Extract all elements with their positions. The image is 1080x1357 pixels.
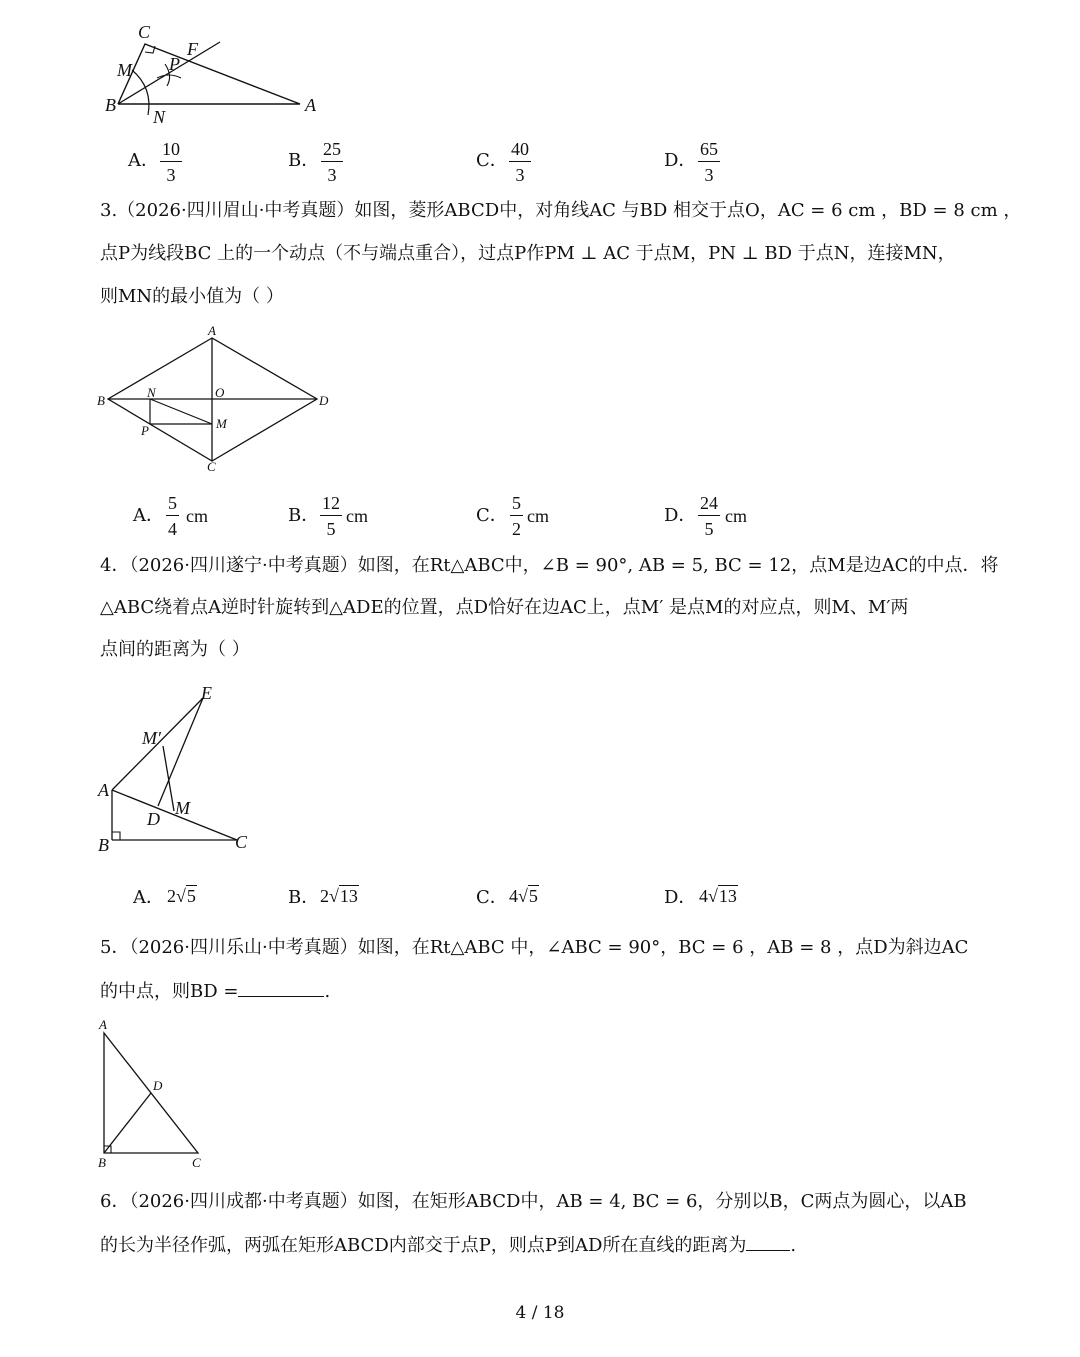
radical-coefficient: 2 <box>320 886 329 906</box>
q3-option-d-unit: cm <box>725 506 747 526</box>
radical-sign-icon: √ <box>708 886 718 906</box>
fraction-denominator: 5 <box>326 519 336 539</box>
fraction-denominator: 3 <box>327 165 337 185</box>
fraction-numerator: 5 <box>166 494 179 516</box>
fraction-numerator: 40 <box>509 140 531 162</box>
q6-line-2 <box>100 1236 796 1255</box>
q2-label-M: M <box>117 60 132 80</box>
q6-line-2-suffix: . <box>790 1235 797 1256</box>
q2-label-C: C <box>138 22 151 42</box>
q3-label-D: D <box>319 393 329 408</box>
q2-option-c-letter: C． <box>476 150 508 171</box>
q5-line-2-suffix: . <box>324 981 331 1002</box>
radicand: 13 <box>718 886 737 906</box>
q3-option-a-frac <box>166 494 179 538</box>
q4-label-M: M <box>175 798 190 818</box>
q2-option-a-frac <box>160 140 182 184</box>
q4-option-b-letter: B． <box>288 887 320 908</box>
radical-sign-icon: √ <box>518 886 528 906</box>
q5-line-2-prefix: 的中点，则BD = <box>100 981 239 1002</box>
q4-rotation-svg <box>95 680 265 855</box>
q4-option-d-value <box>699 886 738 907</box>
q4-line-3: 点间的距离为（ ） <box>100 639 250 660</box>
fraction-denominator: 5 <box>704 519 714 539</box>
q2-label-A: A <box>305 95 316 115</box>
q5-line-2 <box>100 982 330 1001</box>
q4-label-M-prime: M′ <box>142 728 161 748</box>
q5-label-D: D <box>153 1078 163 1093</box>
q3-option-d-frac <box>698 494 720 538</box>
page-number: 4 / 18 <box>515 1303 565 1323</box>
q2-figure <box>95 20 335 130</box>
fraction-denominator: 3 <box>166 165 176 185</box>
q4-line-1: 4．（2026·四川遂宁·中考真题）如图，在Rt△ABC中，∠B = 90°, AB = 5, BC = 12，点M是边AC的中点．将 <box>100 555 999 576</box>
fraction-numerator: 5 <box>510 494 523 516</box>
q3-label-P: P <box>141 423 149 438</box>
q2-option-a-letter: A． <box>128 150 159 171</box>
radicand: 5 <box>528 886 538 906</box>
q3-option-c-unit: cm <box>527 506 549 526</box>
radicand: 13 <box>339 886 358 906</box>
q5-figure <box>95 1015 215 1175</box>
q3-option-b-frac <box>320 494 342 538</box>
q3-line-3: 则MN的最小值为（ ） <box>100 286 284 307</box>
q3-label-A: A <box>208 323 216 338</box>
q3-label-M: M <box>216 416 227 431</box>
radical-coefficient: 4 <box>509 886 518 906</box>
q3-option-a-unit: cm <box>186 506 208 526</box>
q3-label-O: O <box>215 385 225 400</box>
q2-option-b-letter: B． <box>288 150 320 171</box>
q4-option-a-letter: A． <box>133 887 164 908</box>
q3-line-1: 3.（2026·四川眉山·中考真题）如图，菱形ABCD中，对角线AC 与BD 相交于点O，AC = 6 cm ，BD = 8 cm ， <box>100 200 1022 221</box>
radical-coefficient: 4 <box>699 886 708 906</box>
q3-option-a-letter: A． <box>133 505 164 526</box>
fraction-numerator: 65 <box>698 140 720 162</box>
radicand: 5 <box>186 886 196 906</box>
q4-label-E: E <box>201 683 212 703</box>
fraction-numerator: 12 <box>320 494 342 516</box>
q4-label-B: B <box>98 835 109 855</box>
radical-sign-icon: √ <box>329 886 339 906</box>
q3-option-d-letter: D． <box>664 505 697 526</box>
q2-label-F: F <box>187 39 198 59</box>
q2-label-N: N <box>153 107 166 127</box>
q4-option-a-value <box>167 886 197 907</box>
q5-answer-blank[interactable] <box>238 982 324 997</box>
q4-option-b-value <box>320 886 359 907</box>
q5-label-B: B <box>98 1155 106 1170</box>
q3-option-c-letter: C． <box>476 505 508 526</box>
q3-label-C: C <box>207 459 216 474</box>
fraction-numerator: 24 <box>698 494 720 516</box>
q5-line-1: 5．（2026·四川乐山·中考真题）如图，在Rt△ABC 中，∠ABC = 90°，BC = 6 ，AB = 8 ，点D为斜边AC <box>100 937 969 958</box>
q4-label-C: C <box>235 832 248 852</box>
fraction-denominator: 2 <box>512 519 521 539</box>
q5-triangle-svg <box>95 1015 215 1175</box>
q3-option-c-frac <box>510 494 523 538</box>
q5-label-A: A <box>99 1017 107 1032</box>
q3-option-b-unit: cm <box>346 506 368 526</box>
q4-label-D: D <box>147 809 160 829</box>
q6-line-2-prefix: 的长为半径作弧，两弧在矩形ABCD内部交于点P，则点P到AD所在直线的距离为 <box>100 1235 747 1256</box>
q3-figure <box>95 325 335 475</box>
q2-label-P: P <box>169 54 180 74</box>
q3-label-B: B <box>97 393 105 408</box>
q2-option-c-frac <box>509 140 531 184</box>
radical-coefficient: 2 <box>167 886 176 906</box>
q4-figure <box>95 680 265 855</box>
q6-answer-blank[interactable] <box>746 1236 790 1251</box>
q4-option-c-letter: C． <box>476 887 508 908</box>
q4-option-c-value <box>509 886 539 907</box>
q2-option-d-letter: D． <box>664 150 697 171</box>
fraction-denominator: 4 <box>168 519 177 539</box>
q5-label-C: C <box>192 1155 201 1170</box>
fraction-denominator: 3 <box>704 165 714 185</box>
q3-option-b-letter: B． <box>288 505 320 526</box>
fraction-numerator: 25 <box>321 140 343 162</box>
q4-label-A: A <box>98 780 109 800</box>
q4-option-d-letter: D． <box>664 887 697 908</box>
q6-line-1: 6．（2026·四川成都·中考真题）如图，在矩形ABCD中，AB = 4, BC = 6，分别以B，C两点为圆心，以AB <box>100 1191 967 1212</box>
q2-option-b-frac <box>321 140 343 184</box>
q3-line-2: 点P为线段BC 上的一个动点（不与端点重合），过点P作PM ⊥ AC 于点M，PN ⊥ BD 于点N，连接MN， <box>100 243 956 264</box>
fraction-numerator: 10 <box>160 140 182 162</box>
fraction-denominator: 3 <box>515 165 525 185</box>
q2-option-d-frac <box>698 140 720 184</box>
q3-label-N: N <box>147 385 156 400</box>
q4-line-2: △ABC绕着点A逆时针旋转到△ADE的位置，点D恰好在边AC上，点M′ 是点M的对应点，则M、M′两 <box>100 597 909 618</box>
radical-sign-icon: √ <box>176 886 186 906</box>
q2-label-B: B <box>105 95 116 115</box>
